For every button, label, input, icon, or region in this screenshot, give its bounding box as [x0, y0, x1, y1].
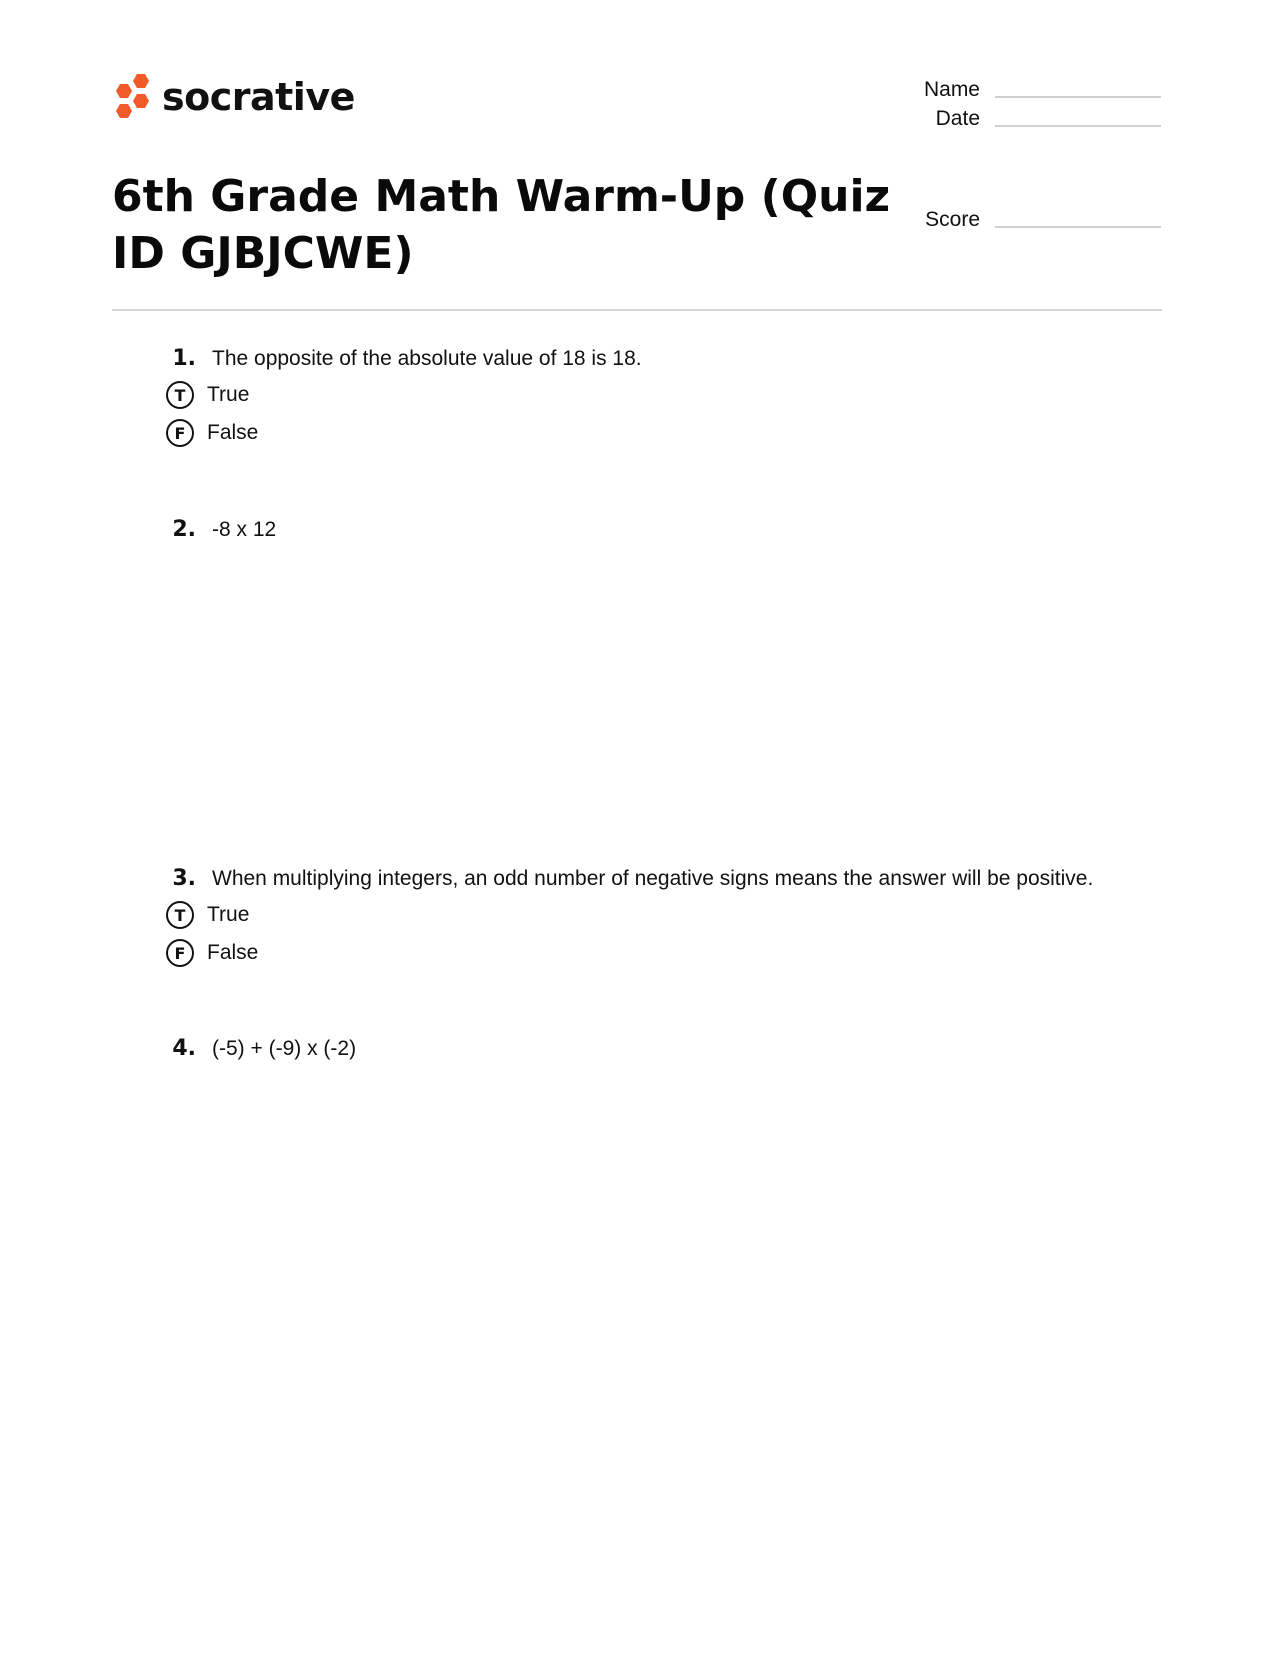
option-false[interactable]	[166, 939, 1093, 967]
option-false[interactable]	[166, 419, 642, 447]
question-3	[160, 866, 1093, 967]
option-label: False	[207, 421, 259, 444]
question-number: 4.	[172, 1036, 196, 1061]
date-label: Date	[935, 107, 980, 130]
header-divider	[112, 309, 1162, 311]
option-circle-f[interactable]: F	[166, 939, 194, 967]
name-line[interactable]	[995, 95, 1161, 98]
option-circle-f[interactable]: F	[166, 419, 194, 447]
question-text: (-5) + (-9) x (-2)	[212, 1037, 357, 1060]
question-text: When multiplying integers, an odd number of negative signs means the answer will be positive.	[212, 867, 1094, 890]
option-true[interactable]	[166, 381, 642, 409]
question-text: The opposite of the absolute value of 18 is 18.	[212, 347, 642, 370]
option-label: False	[207, 941, 259, 964]
option-circle-t[interactable]: T	[166, 381, 194, 409]
option-circle-t[interactable]: T	[166, 901, 194, 929]
score-field[interactable]	[860, 208, 1161, 232]
socrative-logo	[112, 72, 355, 122]
hexagon-logo-icon	[112, 72, 152, 122]
question-number: 1.	[172, 346, 196, 371]
date-field[interactable]	[860, 107, 1161, 131]
score-label: Score	[925, 208, 980, 231]
option-true[interactable]	[166, 901, 1093, 929]
score-line[interactable]	[995, 225, 1161, 228]
brand-name: socrative	[162, 75, 355, 119]
option-label: True	[207, 383, 250, 406]
question-4	[160, 1036, 356, 1061]
question-text: -8 x 12	[212, 518, 277, 541]
quiz-title: 6th Grade Math Warm-Up (Quiz ID GJBJCWE)	[112, 171, 891, 279]
name-label: Name	[923, 78, 980, 101]
question-number: 2.	[172, 517, 196, 542]
question-1	[160, 346, 642, 447]
question-2	[160, 517, 276, 542]
date-line[interactable]	[995, 124, 1161, 127]
option-label: True	[207, 903, 250, 926]
question-number: 3.	[172, 866, 196, 891]
name-field[interactable]	[860, 78, 1161, 102]
